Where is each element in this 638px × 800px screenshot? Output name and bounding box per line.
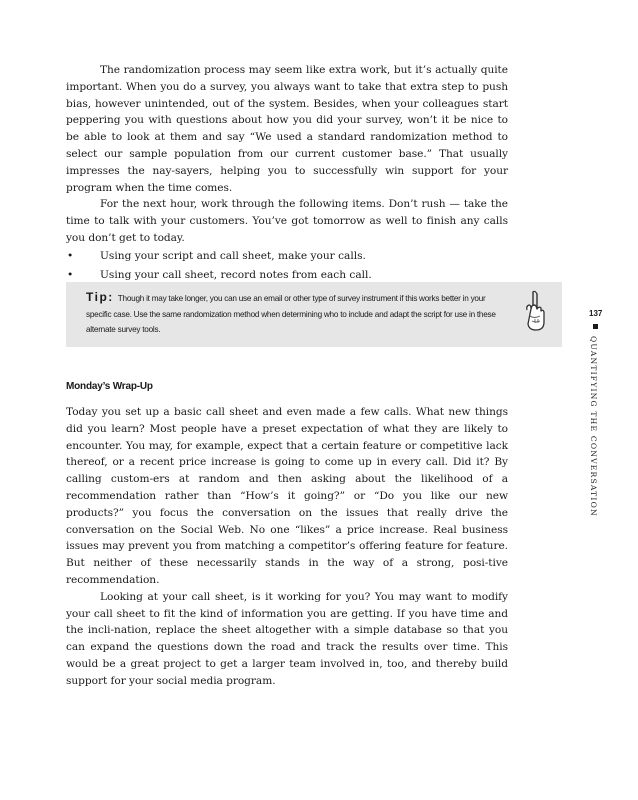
running-head: QUANTIFYING THE CONVERSATION <box>589 336 598 517</box>
section-heading: Monday’s Wrap-Up <box>66 381 153 392</box>
paragraph-randomization: The randomization process may seem like extra work, but it’s actually quite important. When you do a survey, you always want to take that extra step to push bias, however unintended, out of the system. Besides, when your colleagues start peppering you with questions about how you did your survey, won’t it be nice to be able to look at them and say “We used a standard randomization method to select our sample population from our current customer base.” That usually impresses the nay-sayers, helping you to successfully win support for your program when the time comes. <box>66 64 508 194</box>
wrap-up-section <box>66 404 508 690</box>
action-list <box>66 247 508 285</box>
tip-text-block <box>86 290 510 338</box>
list-item-text: Using your call sheet, record notes from each call. <box>100 268 372 281</box>
top-section <box>66 62 508 285</box>
bullet-marker: • <box>67 268 74 281</box>
page-marker <box>593 324 598 329</box>
tip-body: Though it may take longer, you can use an email or other type of survey instrument if this works better in your specific case. Use the same randomization method when determining who to include and adapt the script for use in these alternate survey tools. <box>86 294 496 335</box>
pointing-hand-icon <box>520 290 550 334</box>
tip-box <box>66 282 562 347</box>
list-item-text: Using your script and call sheet, make your calls. <box>100 249 366 262</box>
paragraph-next-hour: For the next hour, work through the following items. Don’t rush — take the time to talk with your customers. You’ve got tomorrow as well to finish any calls you don’t get to today. <box>66 198 508 244</box>
list-item <box>66 247 508 266</box>
page-number: 137 <box>589 309 603 318</box>
tip-label: Tip: <box>86 290 114 304</box>
paragraph-wrap-up: Today you set up a basic call sheet and even made a few calls. What new things did you learn? Most people have a preset expectation of what they are likely to encounter. You may, for example, expect that a certain feature or competitive lack thereof, or a recent price increase is going to come up in every call. Did it? By calling custom-ers at random and then asking about the likelihood of a recommendation rather than “How’s it going?” or “Do you like our new products?” you focus the conversation on the issues that really drive the conversation on the Social Web. No one “likes” a price increase. Real business issues may prevent you from matching a competitor’s offering feature for feature. But neither of these necessarily stands in the way of a strong, posi-tive recommendation. <box>66 406 508 586</box>
bullet-marker: • <box>67 249 74 262</box>
paragraph-call-sheet: Looking at your call sheet, is it working for you? You may want to modify your call sheet to fit the kind of information you are getting. If you have time and the incli-nation, replace the sheet altogether with a simple database so that you can expand the questions down the road and track the results over time. This would be a great project to get a larger team involved in, too, and thereby build support for your social media program. <box>66 590 508 687</box>
